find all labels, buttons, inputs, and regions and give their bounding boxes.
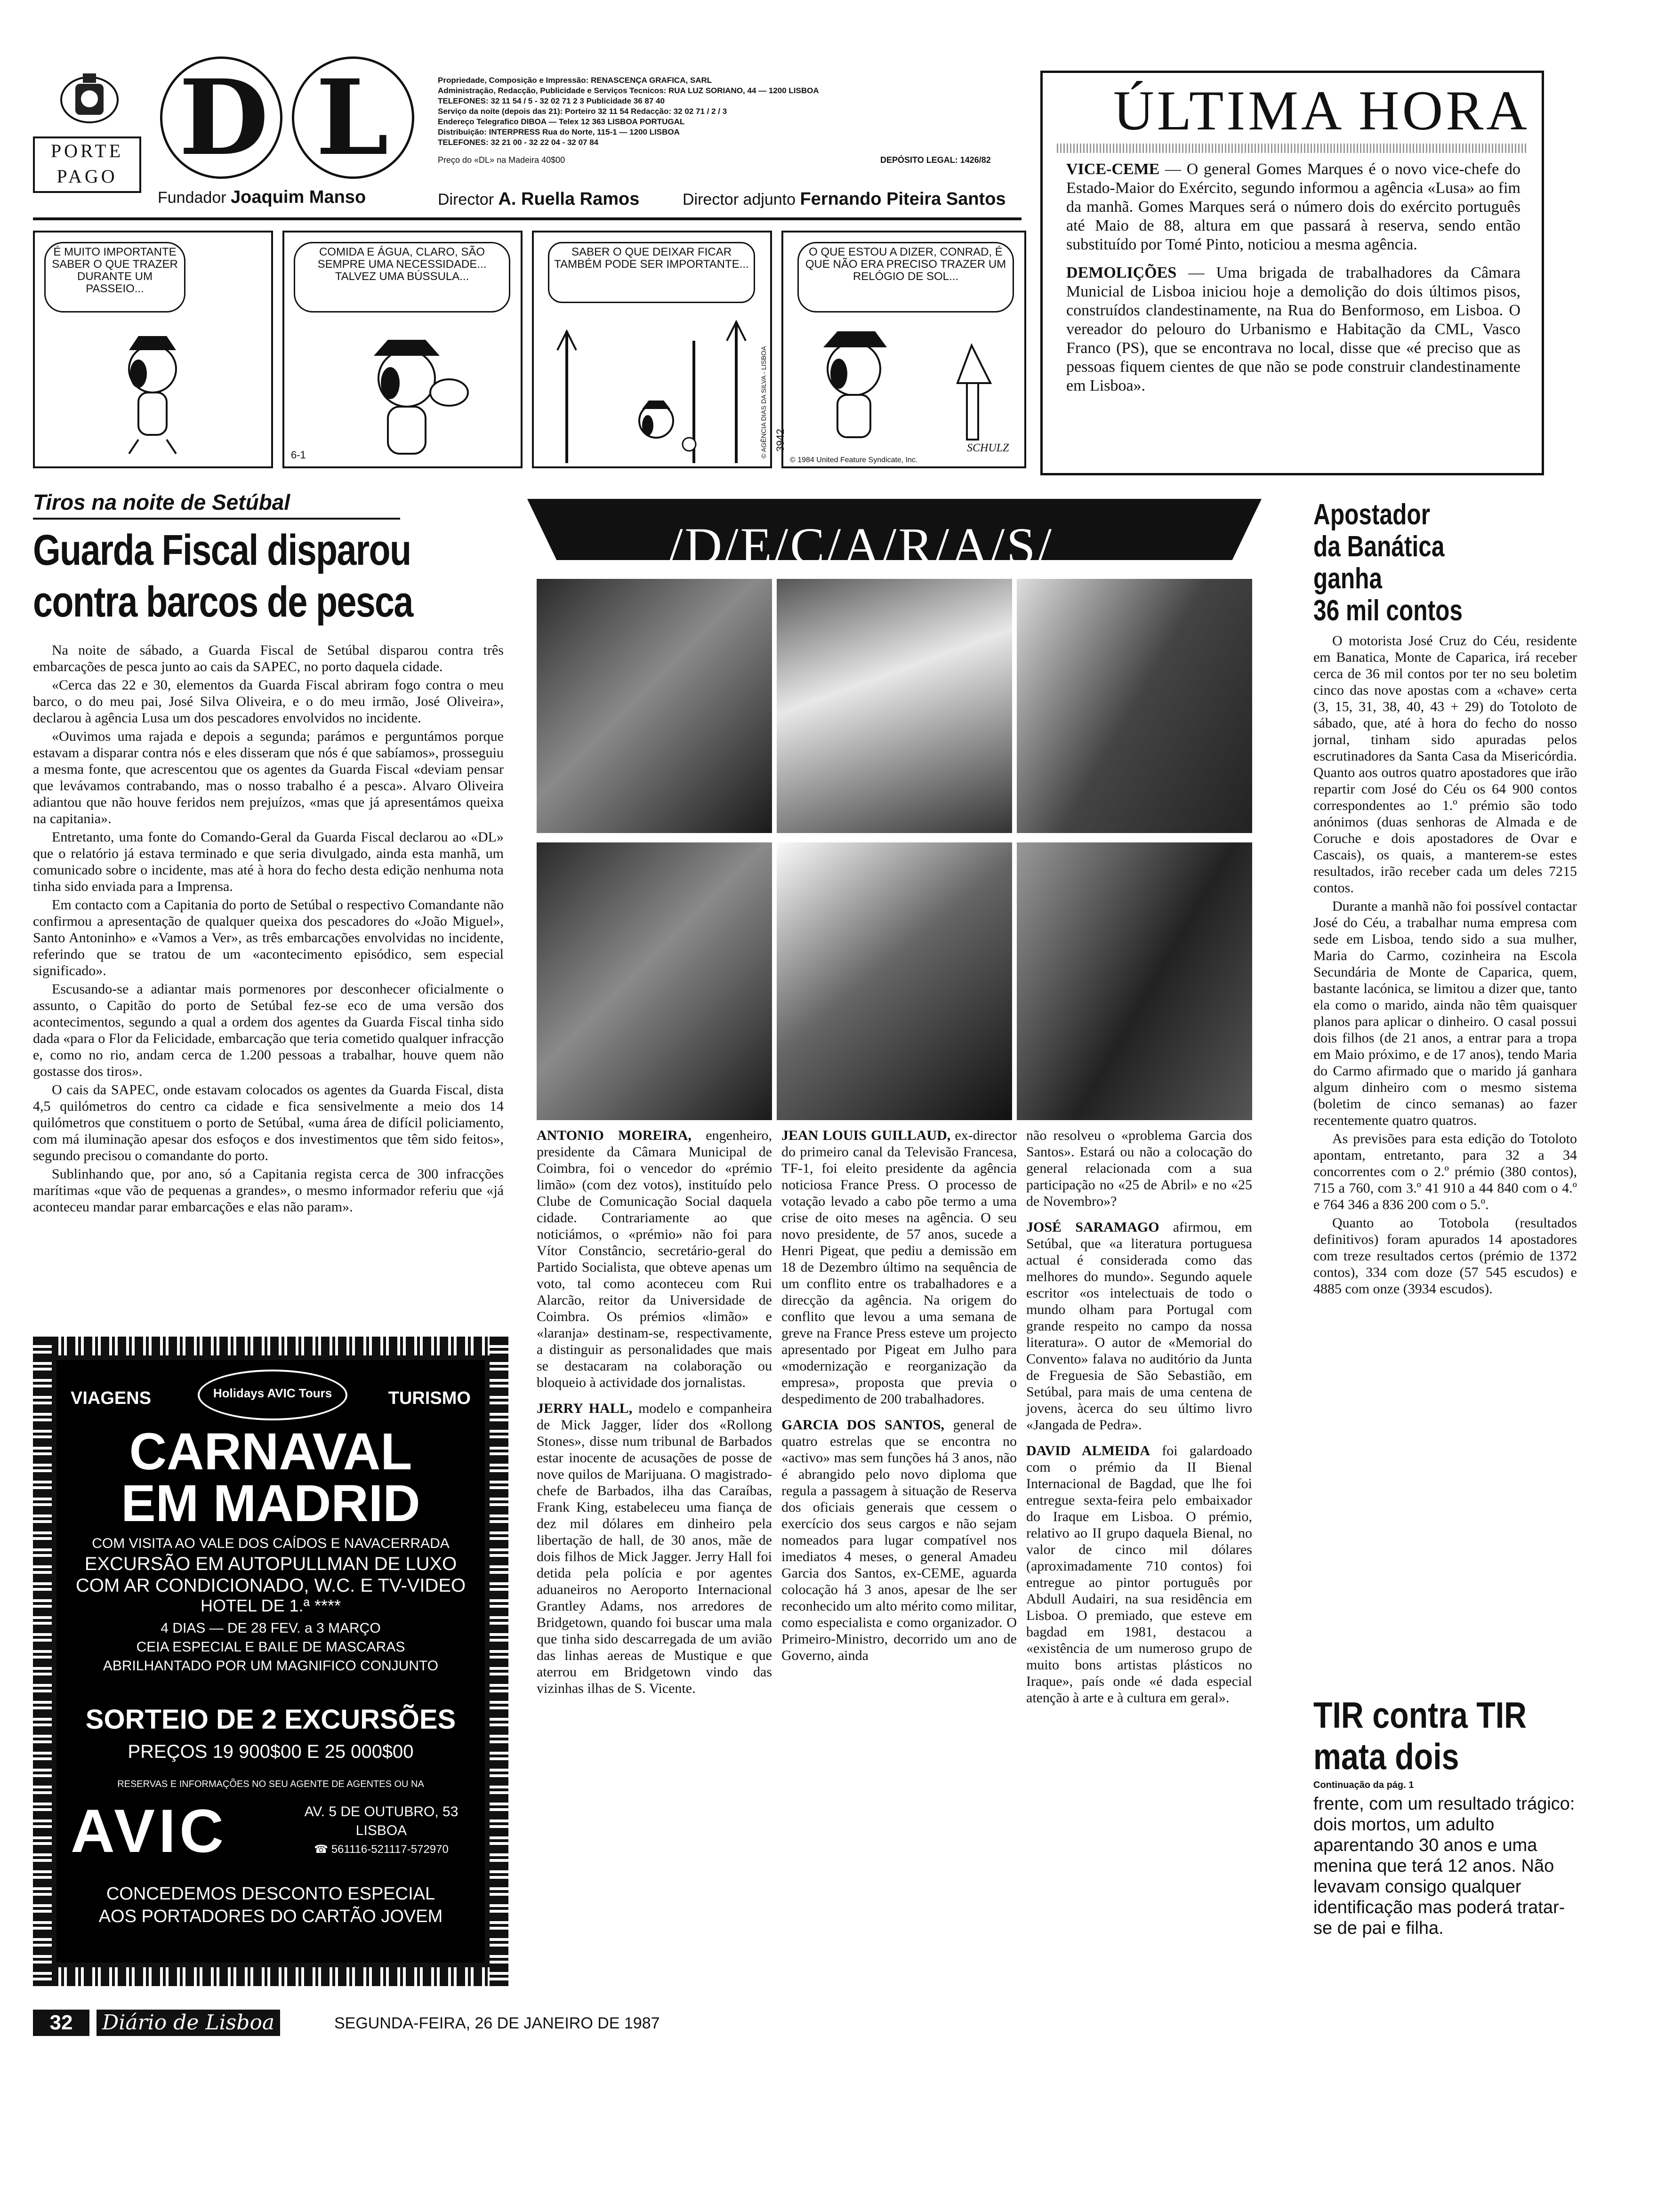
publisher-info: [438, 75, 1012, 148]
speech-bubble: SABER O QUE DEIXAR FICAR TAMBÉM PODE SER IMPORTANTE...: [548, 242, 755, 303]
ultima-hora-title: ÚLTIMA HORA: [1113, 79, 1530, 142]
snoopy-drawing: [101, 327, 204, 463]
ad-precos: PREÇOS 19 900$00 E 25 000$00: [128, 1741, 414, 1762]
ad-reservas: RESERVAS E INFORMAÇÕES NO SEU AGENTE DE AGENTES OU NA: [117, 1779, 424, 1789]
porte-pago-box: [33, 136, 141, 193]
comic-panel-2: [282, 231, 523, 468]
adjunto-name: Fernando Piteira Santos: [800, 189, 1006, 209]
ad-avic-name: AVIC: [71, 1796, 227, 1865]
ad-viagens: VIAGENS: [71, 1388, 152, 1408]
trees-drawing: [539, 313, 769, 463]
publisher-info-line: Propriedade, Composição e Impressão: RENASCENÇA GRAFICA, SARL: [438, 76, 712, 85]
ultima-hora-item: VICE-CEME — O general Gomes Marques é o novo vice-chefe do Estado-Maior do Exército, segundo informou a agência «Lusa» ao fim da manhã. Gomes Marques será o número dois do exército português até Maio de 88, altura em que passará à reserva, sendo então substituído por Tomé Pinto, noticiou a mesma agência.: [1066, 160, 1520, 253]
declaras-col3: [1026, 1127, 1252, 1708]
ultima-hora-item: DEMOLIÇÕES — Uma brigada de trabalhadores da Câmara Municial de Lisboa iniciou hoje a demolição do dois últimos pisos, construídos clandestinamente, na Rua do Benformoso, em Lisboa. O vereador do pelouro do Urbanismo e Habitação da CML, Vasco Franco (PS), que se encontrava no local, disse que «é preciso que as pessoas fiquem cientes de que não se pode construir clandestinamente em Lisboa».: [1066, 264, 1520, 394]
tir-body: frente, com um resultado trágico: dois mortos, um adulto aparentando 30 anos e uma menina que terá 12 anos. Não levavam consigo qualquer identificação mas poderá tratar-se de pai e filha.: [1313, 1794, 1575, 1938]
declaras-item: GARCIA DOS SANTOS, general de quatro estrelas que se encontra no «activo» mas sem funções há 3 anos, não é abrangido pelo novo diploma que regula a passagem à situação de Reserva dos oficiais generais que cessem o exercício dos seus cargos e não sejam nomeados para lugar compatível nos imediatos 4 meses, o general Amadeu Garcia dos Santos, ex-CEME, aguarda colocação há 3 anos, apesar de lhe ser reconhecido um alto mérito como militar, como especialista e como organizador. O Primeiro-Ministro, decorrido um ano de Governo, ainda: [781, 1417, 1017, 1663]
declaras-item: ANTONIO MOREIRA, engenheiro, presidente da Câmara Municipal de Coimbra, foi o vencedor do «prémio limão» (com dez votos), instituído pelo Clube de Comunicação Social daquela cidade. Contrariamente ao que noticiámos, o «prémio» não foi para Vítor Constâncio, secretário-geral do Partido Socialista, que obteve apenas um voto, tal como aconteceu com Rui Alarcão, reitor da Universidade de Coimbra. Os prémios «limão» e «laranja» destinam-se, respectivamente, a distinguir as personalidades que mais se destacaram na colaboração ou bloqueio à actividade dos jornalistas.: [537, 1128, 772, 1390]
main-story: [33, 489, 504, 1217]
ad-details: COM VISITA AO VALE DOS CAÍDOS E NAVACERRADA EXCURSÃO EM AUTOPULLMAN DE LUXO COM AR CONDICIONADO, W.C. E TV-VIDEO HOTEL DE 1.ª **** 4 DIAS — DE 28 FEV. a 3 MARÇO CEIA ESPECIAL E BAILE DE MASCARAS ABRILHANTADO POR UM MAGNIFICO CONJUNTO: [75, 1536, 466, 1674]
publisher-info-line: Serviço da noite (depois das 21): Porteiro 32 11 54 Redacção: 32 02 71 / 2 / 3: [438, 107, 727, 116]
comic-panel-4: [781, 231, 1026, 468]
avic-advertisement: [33, 1337, 508, 1986]
director: Director A. Ruella Ramos: [438, 189, 640, 209]
comic-number: 3942: [774, 429, 786, 452]
photo-jose-saramago: [777, 842, 1012, 1120]
publisher-info-line: TELEFONES: 32 21 00 - 32 22 04 - 32 07 84: [438, 138, 599, 147]
story-headline-line2: contra barcos de pesca: [33, 578, 413, 626]
founder-name: Joaquim Manso: [231, 187, 366, 207]
paper-name: Diário de Lisboa: [97, 2010, 280, 2036]
comic-date-mark: 6-1: [291, 449, 306, 461]
photo-jerry-hall: [777, 579, 1012, 833]
story-headline-line1: Guarda Fiscal disparou: [33, 526, 411, 574]
masthead: [33, 56, 1022, 212]
declaras-item: DAVID ALMEIDA foi galardoado com o prémio da II Bienal Internacional de Bagdad, que lhe foi entregue sexta-feira pelo embaixador do Iraque em Lisboa. O prémio, relativo ao II grupo daquela Bienal, no valor de cinco mil dólares (aproximadamente 710 contos) foi entregue ao pintor português por Abdull Audairi, na sua residência em Lisboa. O premiado, que esteve em bagdad em 1981, destacou a «existência de um numeroso grupo de muito bons artistas plásticos no Iraque», país onde «é dada especial atenção à arte e à cultura em geral».: [1026, 1443, 1252, 1706]
totoloto-story: [1313, 499, 1577, 1299]
founder: Fundador Joaquim Manso: [158, 187, 366, 207]
speech-bubble: O QUE ESTOU A DIZER, CONRAD, É QUE NÃO ERA PRECISO TRAZER UM RELÓGIO DE SOL...: [797, 242, 1014, 313]
ad-turismo: TURISMO: [388, 1388, 471, 1408]
declaras-item: não resolveu o «problema Garcia dos Santos». Estará ou não a colocação do general relacionada com a sua participação no «25 de Abril» e no «25 de Novembro»?: [1026, 1128, 1252, 1209]
dl-logo: [160, 56, 436, 184]
totoloto-headline: Apostador da Banática ganha 36 mil contos: [1313, 498, 1463, 627]
ad-discount: CONCEDEMOS DESCONTO ESPECIAL AOS PORTADORES DO CARTÃO JOVEM: [98, 1884, 443, 1926]
coat-of-arms-icon: [52, 71, 127, 127]
photo-david-almeida: [1017, 842, 1252, 1120]
masthead-rule: [33, 217, 1022, 220]
totoloto-body: O motorista José Cruz do Céu, residente em Banatica, Monte de Caparica, irá receber cerca de 36 mil contos por ter no seu boletim cinco das nove apostas com a «chave» certa (3, 15, 31, 38, 40, 43 + 29) do Totoloto de sábado, que, até à hora do fecho do nosso jornal, tinham sido apuradas pelos escrutinadores da Santa Casa da Misericórdia. Quanto aos outros quatro apostadores que irão repartir com José do Céu os 64 900 contos correspondentes ao 1.º prémio são todo anónimos (duas senhoras de Almada e de Coruche e dois apostadores de Ovar e Cascais), os quais, a manterem-se estes resultados, irão receber cada um deles 7215 contos. Durante a manhã não foi possível contactar José do Céu, a trabalhar numa empresa com sede em Lisboa, tendo sido a sua mulher, Maria do Carmo, cozinheira na Escola Secundária de Monte de Caparica, quem, bastante lacónica, se limitou a dizer que, tanto ela como o marido, ainda não têm quaisquer planos para aplicar o dinheiro. O casal possui dois filhos (de 21 anos, a entrar para a tropa em Maio próximo, e de 17 anos), tendo Maria do Carmo afirmado que o marido já ganhara algum dinheiro com o mesmo sistema (boletim de cinco semanas) ao fazer recentemente quatro quatros. As previsões para esta edição do Totoloto apontam, entretanto, para 32 a 34 concorrentes com o 2.º prémio (380 contos), 715 a 760, com 3.º 41 910 a 44 840 com o 4.º e 764 346 a 836 200 com o 5.º. Quanto ao Totobola (resultados definitivos) foram apurados 14 apostadores com treze resultados certos (prémio de 1372 contos), 334 com doze (57 545 escudos) e 4885 com onze (3934 escudos).: [1313, 633, 1577, 1297]
declaras-section: [527, 499, 1262, 1986]
comic-agency: © AGÊNCIA DIAS DA SILVA - LISBOA: [760, 346, 767, 458]
ultima-hora-text: [1066, 160, 1520, 397]
publisher-info-line: Distribuição: INTERPRESS Rua do Norte, 115-1 — 1200 LISBOA: [438, 128, 680, 136]
declaras-item: JEAN LOUIS GUILLAUD, ex-director do primeiro canal da Televisão Francesa, TF-1, foi eleito presidente da agência noticiosa France Press. O processo de votação levado a cabo põe termo a uma crise de oito meses na agência. O seu novo presidente, de 57 anos, sucede a Henri Pigeat, que pediu a demissão em 18 de Dezembro último na sequência de um conflito entre os trabalhadores e a direcção da agência. Na origem do conflito que levou a uma semana de greve na France Press esteve um projecto apresentado por Pigeat em Julho para «modernização e reorganização da empresa», proposta que previa o despedimento de 200 trabalhadores.: [781, 1128, 1017, 1407]
speech-bubble: COMIDA E ÁGUA, CLARO, SÃO SEMPRE UMA NECESSIDADE... TALVEZ UMA BÚSSULA...: [294, 242, 510, 313]
ultima-hora-box: [1040, 71, 1544, 475]
declaras-item: JOSÉ SARAMAGO afirmou, em Setúbal, que «a literatura portuguesa actual é considerada como das melhores do mundo». Segundo aquele escritor «os intelectuais de todo o mundo olham para Portugal com grande respeito no campo da nossa literatura». O autor de «Memorial do Convento» falava no auditório da Junta de Freguesia de São Sebastião, em Setúbal, para mais de uma centena de jovens, àcerca do seu último livro «Jangada de Pedra».: [1026, 1219, 1252, 1433]
photo-jean-louis-guillaud: [1017, 579, 1252, 833]
photo-antonio-moreira: [537, 579, 772, 833]
deposito-legal: DEPÓSITO LEGAL: 1426/82: [880, 155, 991, 165]
declaras-title: /D/E/C/A/R/A/S/: [668, 517, 1054, 575]
price-note: Preço do «DL» na Madeira 40$00: [438, 155, 565, 165]
page-number: 32: [33, 2010, 89, 2036]
porte-label: PORTE: [50, 140, 124, 161]
comic-panel-1: [33, 231, 273, 468]
story-kicker: Tiros na noite de Setúbal: [33, 489, 400, 520]
tir-headline-line2: mata dois: [1313, 1736, 1459, 1777]
photo-garcia-dos-santos: [537, 842, 772, 1120]
tir-headline-line1: TIR contra TIR: [1313, 1694, 1527, 1736]
director-name: A. Ruella Ramos: [498, 189, 640, 209]
comic-panel-3: [532, 231, 772, 468]
declaras-item: JERRY HALL, modelo e companheira de Mick Jagger, líder dos «Rollong Stones», disse num tribunal de Barbados estar inocente de acusações de posse de nove quilos de Marijuana. O magistrado-chefe de Barbados, ilha das Caraíbas, Frank King, estabeleceu uma fiança de dez mil dólares em dinheiro pela libertação de hall, de 30 anos, mãe de dois filhos de Mick Jagger. Jerry Hall foi detida pela polícia e por agentes aduaneiros no Aeroporto Internacional Grantley Adams, nos arredores de Bridgetown, quando foi buscar uma mala que tinha sido descarregada de um avião das linhas aereas de Mustique e que aterrou em Bridgetown vindo das vizinhas ilhas de S. Vicente.: [537, 1401, 772, 1696]
snoopy-sundial-drawing: [793, 317, 1019, 458]
avic-logo: Holidays AVIC Tours: [198, 1370, 347, 1420]
tir-continuation: Continuação da pág. 1: [1313, 1780, 1414, 1790]
publisher-info-line: Endereço Telegrafico DIBOA — Telex 12 363 LISBOA PORTUGAL: [438, 117, 685, 126]
speech-bubble: É MUITO IMPORTANTE SABER O QUE TRAZER DURANTE UM PASSEIO...: [44, 242, 185, 313]
footer-date: SEGUNDA-FEIRA, 26 DE JANEIRO DE 1987: [334, 2014, 660, 2032]
comic-strip: [33, 231, 1026, 475]
pago-label: PAGO: [56, 166, 118, 187]
declaras-col2: [781, 1127, 1017, 1666]
publisher-info-line: TELEFONES: 32 11 54 / 5 - 32 02 71 2 3 Publicidade 36 87 40: [438, 96, 665, 105]
comic-copyright: © 1984 United Feature Syndicate, Inc.: [790, 456, 918, 464]
ad-title-carnaval: CARNAVAL: [129, 1423, 412, 1481]
ad-title-madrid: EM MADRID: [121, 1475, 420, 1532]
story-body: Na noite de sábado, a Guarda Fiscal de Setúbal disparou contra três embarcações de pesca junto ao cais da SAPEC, no porto daquela cidade. «Cerca das 22 e 30, elementos da Guarda Fiscal abriram fogo contra o meu barco, o do meu pai, José Silva Oliveira, e o do meu irmão, José Oliveira», declarou à agência Lusa um dos pescadores envolvidos no incidente. «Ouvimos uma rajada e depois a segunda; parámos e perguntámos porque estavam a disparar contra nós e eles disseram que nós é que sabíamos», prosseguiu a mesma fonte, que acrescentou que os agentes da Guarda Fiscal «deviam pensar que levávamos contrabando, mas o nosso trabalho é a pesca». Alvaro Oliveira adiantou que não houve feridos nem prejuízos, «mas que já apresentámos queixa na capitania». Entretanto, uma fonte do Comando-Geral da Guarda Fiscal declarou ao «DL» que o relatório já estava terminado e que seria divulgado, ainda esta manhã, um comunicado sobre o incidente, mas até à hora do fecho desta edição nenhuma nota tinha sido enviada para a Imprensa. Em contacto com a Capitania do porto de Setúbal o respectivo Comandante não confirmou a apresentação de qualquer queixa dos pescadores do «João Miguel», Santo Antoninho» e «Vamos a Ver», as três embarcações envolvidas no incidente, referindo que se tratou de um «acontecimento episódico, sem especial significado». Escusando-se a adiantar mais pormenores por desconhecer oficialmente o assunto, o Capitão do porto de Setúbal fez-se eco de uma versão dos acontecimentos, segundo a qual a ordem dos agentes da Guarda Fiscal tinha sido dada «para o Flor da Felicidade, embarcação que teria cometido qualquer infracção e, como no rio, andam cerca de 1.200 pessoas a trabalhar, houve quem não gostasse dos tiros». O cais da SAPEC, onde estavam colocados os agentes da Guarda Fiscal, dista 4,5 quilómetros do centro ca cidade e fica sensivelmente a meio dos 14 quilómetros que constituem o porto de Setúbal, «uma área de difícil policiamento, com má iluminação apesar dos esfoços e dos investimentos que têm sido feitos», segundo precisou o comandante do porto. Sublinhando que, por ano, só a Capitania regista cerca de 300 infracções marítimas «que vão de pequenas a grandes», o mesmo informador referiu que «já aconteceu mandar parar embarcações e elas não param».: [33, 642, 504, 1215]
tir-story: [1313, 1694, 1577, 1939]
director-adjunto: Director adjunto Fernando Piteira Santos: [683, 189, 1006, 209]
dl-logo-letters: DL: [179, 56, 436, 178]
footer: [33, 2010, 1586, 2038]
declaras-col1: [537, 1127, 772, 1699]
snoopy-drawing: [336, 327, 477, 463]
ad-address: AV. 5 DE OUTUBRO, 53 LISBOA ☎ 561116-521117-572970: [304, 1804, 458, 1856]
comic-signature: SCHULZ: [967, 442, 1009, 454]
publisher-info-line: Administração, Redacção, Publicidade e Serviços Tecnicos: RUA LUZ SORIANO, 44 — 1200 LISBOA: [438, 86, 819, 95]
photo-grid: [537, 579, 1252, 1120]
ad-sorteio: SORTEIO DE 2 EXCURSÕES: [85, 1704, 456, 1735]
